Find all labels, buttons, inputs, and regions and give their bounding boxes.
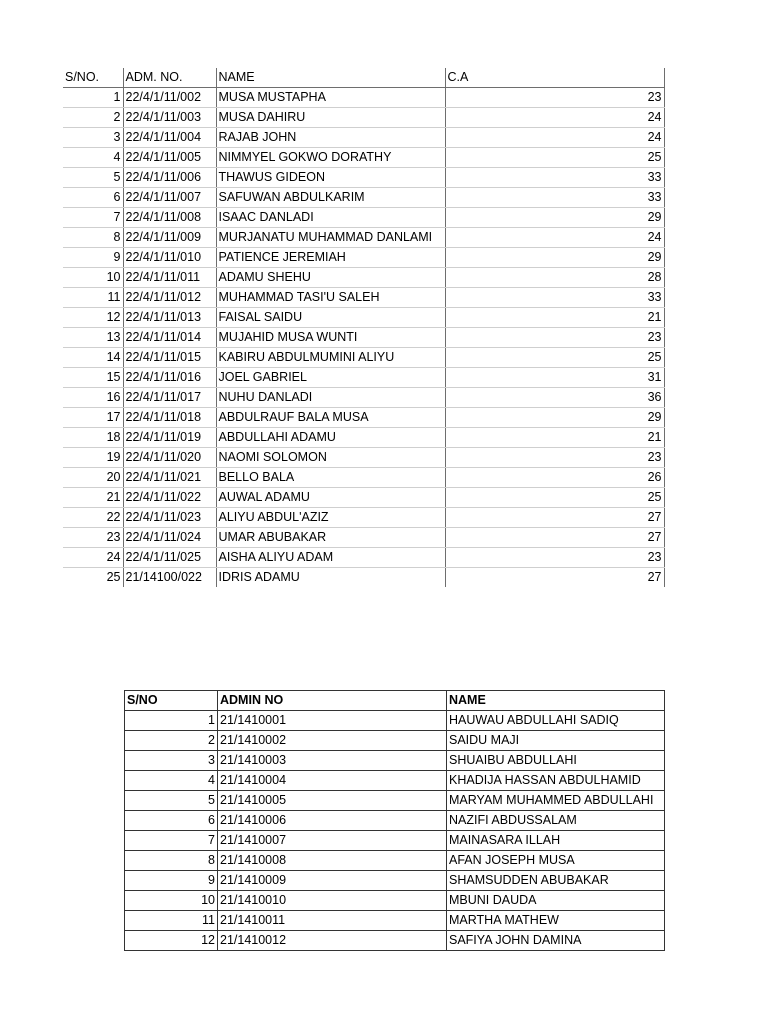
header-sno: S/NO bbox=[125, 691, 218, 711]
cell-ca: 27 bbox=[445, 528, 664, 548]
cell-admin-no: 21/1410008 bbox=[218, 851, 447, 871]
cell-ca: 29 bbox=[445, 208, 664, 228]
cell-sno: 6 bbox=[63, 188, 123, 208]
cell-sno: 7 bbox=[63, 208, 123, 228]
cell-sno: 1 bbox=[63, 88, 123, 108]
cell-ca: 23 bbox=[445, 448, 664, 468]
cell-sno: 3 bbox=[63, 128, 123, 148]
table-row bbox=[63, 88, 664, 108]
cell-adm-no: 22/4/1/11/019 bbox=[123, 428, 216, 448]
cell-adm-no: 22/4/1/11/015 bbox=[123, 348, 216, 368]
cell-sno: 18 bbox=[63, 428, 123, 448]
table-row bbox=[63, 208, 664, 228]
cell-ca: 29 bbox=[445, 408, 664, 428]
cell-adm-no: 22/4/1/11/016 bbox=[123, 368, 216, 388]
cell-sno: 3 bbox=[125, 751, 218, 771]
cell-sno: 8 bbox=[125, 851, 218, 871]
cell-name: ALIYU ABDUL'AZIZ bbox=[216, 508, 445, 528]
admin-list-table bbox=[124, 690, 665, 951]
cell-name: SHUAIBU ABDULLAHI bbox=[447, 751, 665, 771]
table-row bbox=[125, 771, 665, 791]
cell-ca: 29 bbox=[445, 248, 664, 268]
cell-adm-no: 22/4/1/11/021 bbox=[123, 468, 216, 488]
cell-adm-no: 22/4/1/11/012 bbox=[123, 288, 216, 308]
cell-name: MARYAM MUHAMMED ABDULLAHI bbox=[447, 791, 665, 811]
cell-sno: 15 bbox=[63, 368, 123, 388]
table-header-row bbox=[125, 691, 665, 711]
header-name: NAME bbox=[216, 68, 445, 88]
cell-name: AISHA ALIYU ADAM bbox=[216, 548, 445, 568]
cell-name: IDRIS ADAMU bbox=[216, 568, 445, 588]
cell-adm-no: 22/4/1/11/008 bbox=[123, 208, 216, 228]
cell-sno: 2 bbox=[125, 731, 218, 751]
cell-sno: 4 bbox=[125, 771, 218, 791]
cell-name: MUJAHID MUSA WUNTI bbox=[216, 328, 445, 348]
table-row bbox=[63, 568, 664, 588]
cell-admin-no: 21/1410004 bbox=[218, 771, 447, 791]
cell-ca: 24 bbox=[445, 108, 664, 128]
cell-sno: 17 bbox=[63, 408, 123, 428]
cell-name: MARTHA MATHEW bbox=[447, 911, 665, 931]
cell-name: NAZIFI ABDUSSALAM bbox=[447, 811, 665, 831]
cell-name: SAIDU MAJI bbox=[447, 731, 665, 751]
cell-name: SAFIYA JOHN DAMINA bbox=[447, 931, 665, 951]
cell-ca: 33 bbox=[445, 188, 664, 208]
cell-ca: 21 bbox=[445, 308, 664, 328]
table-row bbox=[125, 931, 665, 951]
cell-sno: 25 bbox=[106, 570, 121, 584]
cell-name: PATIENCE JEREMIAH bbox=[216, 248, 445, 268]
table-row bbox=[125, 791, 665, 811]
table-row bbox=[63, 228, 664, 248]
cell-ca: 25 bbox=[445, 488, 664, 508]
cell-ca: 23 bbox=[445, 328, 664, 348]
cell-sno: 6 bbox=[125, 811, 218, 831]
cell-admin-no: 21/1410012 bbox=[218, 931, 447, 951]
cell-sno: 13 bbox=[63, 328, 123, 348]
cell-ca: 25 bbox=[445, 348, 664, 368]
cell-name: UMAR ABUBAKAR bbox=[216, 528, 445, 548]
cell-adm-no: 22/4/1/11/003 bbox=[123, 108, 216, 128]
cell-adm-no: 22/4/1/11/006 bbox=[123, 168, 216, 188]
cell-sno: 4 bbox=[63, 148, 123, 168]
cell-adm-no: 22/4/1/11/007 bbox=[123, 188, 216, 208]
cell-admin-no: 21/1410001 bbox=[218, 711, 447, 731]
cell-sno: 5 bbox=[63, 168, 123, 188]
cell-ca: 25 bbox=[445, 148, 664, 168]
cell-sno: 11 bbox=[63, 288, 123, 308]
cell-name: SAFUWAN ABDULKARIM bbox=[216, 188, 445, 208]
cell-adm-no: 22/4/1/11/004 bbox=[123, 128, 216, 148]
cell-sno: 11 bbox=[125, 911, 218, 931]
cell-adm-no: 22/4/1/11/023 bbox=[123, 508, 216, 528]
cell-sno: 12 bbox=[63, 308, 123, 328]
cell-sno: 16 bbox=[63, 388, 123, 408]
table-row bbox=[63, 248, 664, 268]
cell-name: AFAN JOSEPH MUSA bbox=[447, 851, 665, 871]
table-row bbox=[63, 528, 664, 548]
table-row bbox=[63, 128, 664, 148]
cell-sno: 10 bbox=[125, 891, 218, 911]
table-row bbox=[125, 811, 665, 831]
cell-admin-no: 21/1410011 bbox=[218, 911, 447, 931]
admin-list-table-body bbox=[125, 691, 665, 951]
cell-sno: 8 bbox=[63, 228, 123, 248]
cell-sno: 9 bbox=[63, 248, 123, 268]
cell-adm-no: 22/4/1/11/022 bbox=[123, 488, 216, 508]
cell-name: KABIRU ABDULMUMINI ALIYU bbox=[216, 348, 445, 368]
cell-name: NUHU DANLADI bbox=[216, 388, 445, 408]
cell-name: RAJAB JOHN bbox=[216, 128, 445, 148]
table-row bbox=[63, 328, 664, 348]
table-row bbox=[63, 368, 664, 388]
cell-adm-no: 22/4/1/11/005 bbox=[123, 148, 216, 168]
cell-ca: 27 bbox=[445, 508, 664, 528]
table-row bbox=[63, 408, 664, 428]
table-row bbox=[63, 348, 664, 368]
student-ca-table-body bbox=[63, 68, 664, 587]
cell-admin-no: 21/1410006 bbox=[218, 811, 447, 831]
cell-ca: 36 bbox=[445, 388, 664, 408]
cell-sno: 14 bbox=[63, 348, 123, 368]
cell-ca: 23 bbox=[445, 88, 664, 108]
cell-admin-no: 21/1410009 bbox=[218, 871, 447, 891]
cell-admin-no: 21/1410010 bbox=[218, 891, 447, 911]
header-sno: S/NO. bbox=[63, 68, 123, 88]
cell-name: ISAAC DANLADI bbox=[216, 208, 445, 228]
cell-sno: 10 bbox=[63, 268, 123, 288]
cell-name: ABDULLAHI ADAMU bbox=[216, 428, 445, 448]
cell-adm-no: 22/4/1/11/013 bbox=[123, 308, 216, 328]
cell-name: ADAMU SHEHU bbox=[216, 268, 445, 288]
cell-name: MUSA DAHIRU bbox=[216, 108, 445, 128]
cell-ca: 33 bbox=[445, 288, 664, 308]
table-row bbox=[63, 448, 664, 468]
cell-sno: 20 bbox=[63, 468, 123, 488]
cell-name: FAISAL SAIDU bbox=[216, 308, 445, 328]
cell-adm-no: 22/4/1/11/018 bbox=[123, 408, 216, 428]
header-ca: C.A bbox=[445, 68, 664, 88]
table-row bbox=[125, 851, 665, 871]
cell-name: ABDULRAUF BALA MUSA bbox=[216, 408, 445, 428]
table-row bbox=[63, 108, 664, 128]
table-row bbox=[63, 268, 664, 288]
table-row bbox=[63, 508, 664, 528]
cell-name: BELLO BALA bbox=[216, 468, 445, 488]
cell-sno: 24 bbox=[63, 548, 123, 568]
header-name: NAME bbox=[447, 691, 665, 711]
cell-name: MAINASARA ILLAH bbox=[447, 831, 665, 851]
table-row bbox=[63, 288, 664, 308]
header-admin-no: ADMIN NO bbox=[218, 691, 447, 711]
cell-ca: 21 bbox=[445, 428, 664, 448]
cell-adm-no: 22/4/1/11/020 bbox=[123, 448, 216, 468]
cell-sno: 2 bbox=[63, 108, 123, 128]
table-row bbox=[125, 911, 665, 931]
cell-sno: 1 bbox=[125, 711, 218, 731]
table-row bbox=[125, 731, 665, 751]
table-row bbox=[63, 188, 664, 208]
table-row bbox=[63, 488, 664, 508]
table-row bbox=[63, 168, 664, 188]
table-header-row bbox=[63, 68, 664, 88]
cell-name: KHADIJA HASSAN ABDULHAMID bbox=[447, 771, 665, 791]
table-row bbox=[63, 548, 664, 568]
table-row bbox=[125, 751, 665, 771]
cell-adm-no: 22/4/1/11/014 bbox=[123, 328, 216, 348]
cell-sno: 9 bbox=[125, 871, 218, 891]
table-row bbox=[63, 428, 664, 448]
table-row bbox=[125, 831, 665, 851]
cell-sno: 12 bbox=[125, 931, 218, 951]
cell-admin-no: 21/1410005 bbox=[218, 791, 447, 811]
cell-adm-no: 22/4/1/11/017 bbox=[123, 388, 216, 408]
cell-sno: 7 bbox=[125, 831, 218, 851]
table-row bbox=[63, 308, 664, 328]
cell-sno: 5 bbox=[125, 791, 218, 811]
cell-adm-no: 22/4/1/11/002 bbox=[123, 88, 216, 108]
cell-adm-no: 22/4/1/11/025 bbox=[123, 548, 216, 568]
cell-name: NIMMYEL GOKWO DORATHY bbox=[216, 148, 445, 168]
cell-ca: 24 bbox=[445, 228, 664, 248]
cell-admin-no: 21/1410002 bbox=[218, 731, 447, 751]
cell-ca: 27 bbox=[445, 568, 664, 588]
cell-sno: 23 bbox=[63, 528, 123, 548]
cell-name: NAOMI SOLOMON bbox=[216, 448, 445, 468]
cell-sno: 22 bbox=[63, 508, 123, 528]
table-row bbox=[125, 871, 665, 891]
cell-adm-no: 22/4/1/11/011 bbox=[123, 268, 216, 288]
table-row bbox=[63, 388, 664, 408]
cell-name: MUHAMMAD TASI'U SALEH bbox=[216, 288, 445, 308]
cell-ca: 23 bbox=[445, 548, 664, 568]
cell-ca: 33 bbox=[445, 168, 664, 188]
cell-adm-no: 22/4/1/11/009 bbox=[123, 228, 216, 248]
cell-ca: 28 bbox=[445, 268, 664, 288]
table-row bbox=[125, 891, 665, 911]
cell-name: MUSA MUSTAPHA bbox=[216, 88, 445, 108]
cell-name: THAWUS GIDEON bbox=[216, 168, 445, 188]
cell-name: JOEL GABRIEL bbox=[216, 368, 445, 388]
cell-ca: 26 bbox=[445, 468, 664, 488]
cell-sno: 19 bbox=[63, 448, 123, 468]
cell-adm-no: 22/4/1/11/010 bbox=[123, 248, 216, 268]
cell-adm-no: 21/14100/022 bbox=[123, 568, 216, 588]
cell-name: HAUWAU ABDULLAHI SADIQ bbox=[447, 711, 665, 731]
cell-name: SHAMSUDDEN ABUBAKAR bbox=[447, 871, 665, 891]
cell-admin-no: 21/1410007 bbox=[218, 831, 447, 851]
cell-ca: 31 bbox=[445, 368, 664, 388]
cell-ca: 24 bbox=[445, 128, 664, 148]
table-row bbox=[63, 148, 664, 168]
table-row bbox=[63, 468, 664, 488]
student-ca-table bbox=[63, 68, 665, 587]
cell-sno: 21 bbox=[63, 488, 123, 508]
cell-name: MURJANATU MUHAMMAD DANLAMI bbox=[216, 228, 445, 248]
header-adm-no: ADM. NO. bbox=[123, 68, 216, 88]
cell-admin-no: 21/1410003 bbox=[218, 751, 447, 771]
table-row bbox=[125, 711, 665, 731]
cell-adm-no: 22/4/1/11/024 bbox=[123, 528, 216, 548]
cell-name: AUWAL ADAMU bbox=[216, 488, 445, 508]
cell-name: MBUNI DAUDA bbox=[447, 891, 665, 911]
